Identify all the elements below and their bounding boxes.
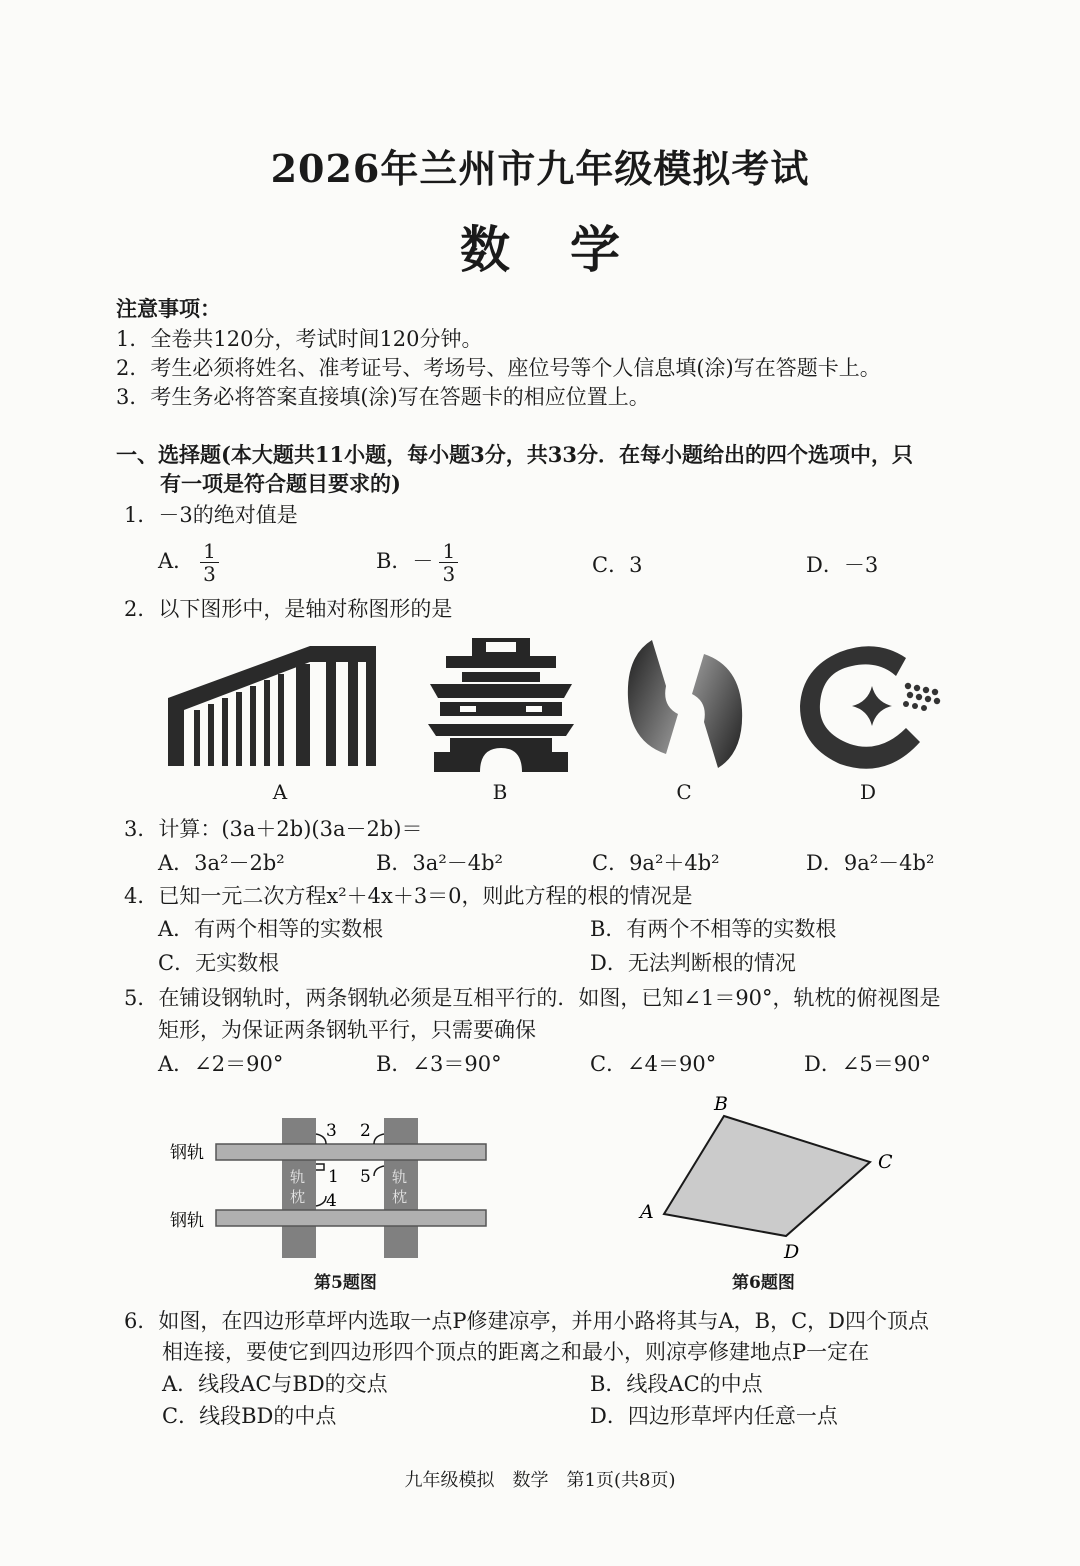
q3-option-a: A．3a²－2b²	[158, 851, 285, 875]
sleeper-label-left-2: 枕	[290, 1188, 306, 1206]
q1-option-c: C．3	[592, 553, 643, 577]
notice-item-1: 1．全卷共120分，考试时间120分钟。	[116, 327, 483, 351]
rail-top	[216, 1144, 486, 1160]
q5-option-d: D．∠5＝90°	[804, 1052, 932, 1076]
fraction: $\frac{1}{3}$	[200, 540, 219, 585]
angle-label-4: 4	[326, 1191, 337, 1211]
q2-figure-a-building	[160, 640, 382, 768]
angle-label-5: 5	[360, 1167, 371, 1187]
q2-label-c: C	[676, 780, 692, 804]
q2-label-b: B	[492, 780, 508, 804]
quadrilateral-shape	[664, 1116, 870, 1236]
sleeper-label-right-2: 枕	[392, 1188, 408, 1206]
page-footer: 九年级模拟 数学 第1页(共8页)	[404, 1470, 676, 1491]
q5-option-a: A．∠2＝90°	[158, 1052, 284, 1076]
q5-stem-line1: 5．在铺设钢轨时，两条钢轨必须是互相平行的．如图，已知∠1＝90°，轨枕的俯视图是	[124, 986, 941, 1010]
q2-figure-c-logo	[622, 636, 748, 772]
sleeper-label-right: 轨	[392, 1168, 408, 1186]
rail-label-bottom: 钢轨	[170, 1211, 204, 1231]
section-heading-line2: 有一项是符合题目要求的)	[160, 471, 401, 496]
notice-item-3: 3．考生务必将答案直接填(涂)写在答题卡的相应位置上。	[116, 385, 650, 409]
q3-option-b: B．3a²－4b²	[376, 851, 503, 875]
figure-6-caption: 第6题图	[732, 1273, 795, 1293]
q6-stem-line1: 6．如图，在四边形草坪内选取一点P修建凉亭，并用小路将其与A，B，C，D四个顶点	[124, 1309, 929, 1333]
q6-stem-line2: 相连接，要使它到四边形四个顶点的距离之和最小，则凉亭修建地点P一定在	[162, 1340, 870, 1364]
q6-option-c: C．线段BD的中点	[162, 1404, 337, 1428]
angle-label-3: 3	[326, 1121, 337, 1141]
rail-label-top: 钢轨	[170, 1143, 204, 1163]
exam-title: 2026年兰州市九年级模拟考试	[270, 146, 810, 191]
q5-stem-line2: 矩形，为保证两条钢轨平行，只需要确保	[158, 1018, 536, 1042]
figure-5-rails	[160, 1110, 500, 1258]
q3-option-d: D．9a²－4b²	[806, 851, 935, 875]
angle-label-1: 1	[328, 1167, 339, 1187]
vertex-label-c: C	[878, 1151, 893, 1173]
q3-stem: 3．计算：(3a＋2b)(3a－2b)＝	[124, 817, 423, 841]
q4-option-b: B．有两个不相等的实数根	[590, 917, 837, 941]
section-heading-line1: 一、选择题(本大题共11小题，每小题3分，共33分．在每小题给出的四个选项中，只	[116, 442, 913, 467]
q2-label-a: A	[272, 780, 288, 804]
rail-bottom	[216, 1210, 486, 1226]
sleeper-label-left: 轨	[290, 1168, 306, 1186]
angle-label-2: 2	[360, 1121, 371, 1141]
q2-stem: 2．以下图形中，是轴对称图形的是	[124, 597, 453, 621]
q4-stem: 4．已知一元二次方程x²＋4x＋3＝0，则此方程的根的情况是	[124, 884, 693, 908]
q6-option-a: A．线段AC与BD的交点	[162, 1372, 388, 1396]
subject-title: 数学	[460, 220, 680, 279]
figure-5-caption: 第5题图	[314, 1273, 377, 1293]
q6-option-d: D．四边形草坪内任意一点	[590, 1404, 838, 1428]
q4-option-d: D．无法判断根的情况	[590, 951, 796, 975]
vertex-label-b: B	[714, 1093, 728, 1115]
q1-option-a: A． $\frac{1}{3}$	[158, 540, 219, 585]
q5-option-b: B．∠3＝90°	[376, 1052, 502, 1076]
q1-option-b: B．－ $\frac{1}{3}$	[376, 540, 458, 585]
q2-figure-b-tower	[426, 632, 576, 774]
q5-option-c: C．∠4＝90°	[590, 1052, 717, 1076]
q1-option-d: D．－3	[806, 553, 879, 577]
figure-6-quadrilateral	[630, 1090, 910, 1260]
notice-heading: 注意事项：	[116, 296, 221, 321]
vertex-label-d: D	[784, 1241, 800, 1260]
vertex-label-a: A	[640, 1201, 654, 1223]
q1-stem: 1．－3的绝对值是	[124, 503, 298, 527]
q2-figure-d-logo	[796, 642, 946, 772]
q2-label-d: D	[859, 780, 877, 804]
notice-item-2: 2．考生必须将姓名、准考证号、考场号、座位号等个人信息填(涂)写在答题卡上。	[116, 356, 881, 380]
q3-option-c: C．9a²＋4b²	[592, 851, 720, 875]
fraction: $\frac{1}{3}$	[439, 540, 458, 585]
q6-option-b: B．线段AC的中点	[590, 1372, 763, 1396]
q4-option-a: A．有两个相等的实数根	[158, 917, 384, 941]
q4-option-c: C．无实数根	[158, 951, 280, 975]
